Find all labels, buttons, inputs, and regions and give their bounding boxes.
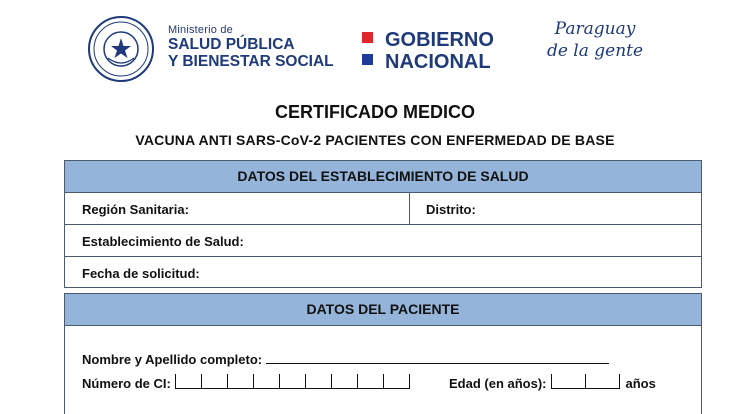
- slogan-line2: de la gente: [546, 41, 644, 61]
- ci-label: Número de CI:: [82, 376, 171, 391]
- nombre-field: [82, 350, 609, 367]
- anos-label: años: [625, 376, 656, 391]
- ministry-line2: Y BIENESTAR SOCIAL: [168, 53, 334, 70]
- nombre-label: Nombre y Apellido completo:: [82, 352, 263, 367]
- gob-line2: NACIONAL: [385, 51, 491, 73]
- row-divider: [409, 193, 410, 224]
- national-seal-icon: [88, 16, 154, 82]
- blue-square-icon: [362, 54, 373, 65]
- document-subtitle: VACUNA ANTI SARS-CoV-2 PACIENTES CON ENFERMEDAD DE BASE: [135, 132, 615, 148]
- ministry-logo: [168, 24, 334, 70]
- edad-digit-boxes: [551, 374, 620, 389]
- distrito-label: Distrito:: [426, 202, 476, 217]
- ci-digit-boxes: [175, 374, 410, 389]
- paciente-section: [64, 293, 702, 414]
- establecimiento-section: [64, 160, 702, 288]
- ministry-line1: SALUD PÚBLICA: [168, 36, 295, 53]
- fecha-label: Fecha de solicitud:: [82, 266, 200, 281]
- gob-line1: GOBIERNO: [385, 29, 494, 51]
- paciente-header: DATOS DEL PACIENTE: [65, 294, 701, 326]
- ministry-small-text: Ministerio de: [168, 24, 233, 36]
- edad-label: Edad (en años):: [449, 376, 547, 391]
- establecimiento-header: DATOS DEL ESTABLECIMIENTO DE SALUD: [65, 161, 701, 193]
- fecha-row: [65, 257, 701, 288]
- ci-field: [82, 374, 410, 391]
- establecimiento-row: [65, 225, 701, 257]
- slogan-line1: Paraguay: [554, 19, 636, 39]
- establecimiento-label: Establecimiento de Salud:: [82, 234, 244, 249]
- document-header: [0, 0, 750, 92]
- document-title: CERTIFICADO MEDICO: [275, 102, 475, 122]
- edad-field: [449, 374, 656, 391]
- red-square-icon: [362, 32, 373, 43]
- slogan-logo: [540, 18, 650, 62]
- nombre-blank-line: [266, 350, 609, 364]
- region-distrito-row: [65, 193, 701, 225]
- region-label: Región Sanitaria:: [82, 202, 189, 217]
